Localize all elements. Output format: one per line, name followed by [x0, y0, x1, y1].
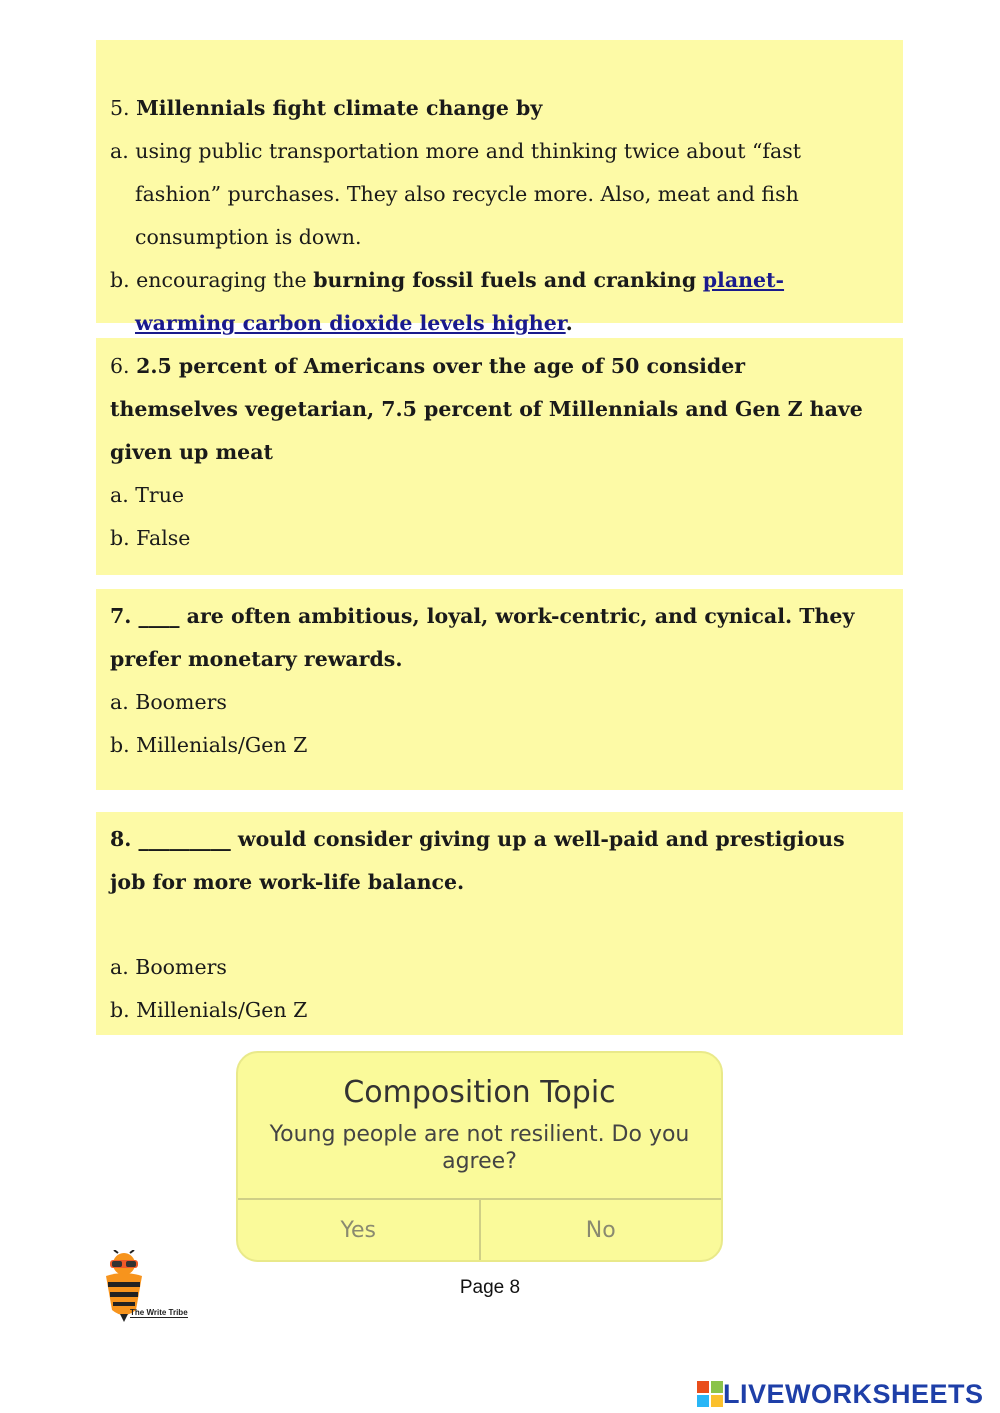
liveworksheets-branding: [697, 1378, 984, 1410]
composition-topic-card: [236, 1051, 723, 1262]
question-7-box: [96, 589, 903, 790]
composition-text: Young people are not resilient. Do you agree?: [269, 1122, 690, 1174]
question-text: Millennials fight climate change by: [136, 96, 543, 120]
option-b-link-continued[interactable]: warming carbon dioxide levels higher: [135, 311, 566, 335]
page-number: Page 8: [459, 1277, 521, 1298]
question-text-2: themselves vegetarian, 7.5 percent of Millennials and Gen Z have: [110, 397, 863, 421]
option-a-line-1: [110, 130, 889, 173]
option-a-line-2: fashion” purchases. They also recycle more. Also, meat and fish: [135, 182, 799, 206]
question-7-line-1: [110, 595, 889, 638]
no-button[interactable]: No: [479, 1200, 722, 1260]
question-text: 7. ____ are often ambitious, loyal, work-centric, and cynical. They: [110, 604, 855, 628]
question-text-2: prefer monetary rewards.: [110, 647, 403, 671]
option-b-line-1: [110, 259, 889, 302]
question-text-3: given up meat: [110, 440, 273, 464]
liveworksheets-text: LIVEWORKSHEETS: [723, 1378, 984, 1409]
question-5-title: [110, 87, 889, 130]
option-b-marker: b.: [110, 268, 130, 292]
option-b-text: encouraging the: [136, 268, 307, 292]
option-a-text: using public transportation more and thinking twice about “fast: [135, 139, 802, 163]
option-a[interactable]: a. Boomers: [110, 690, 227, 714]
option-b-link[interactable]: planet-: [702, 268, 785, 292]
composition-title: Composition Topic: [343, 1075, 616, 1110]
question-text-2: job for more work-life balance.: [110, 870, 465, 894]
liveworksheets-logo-icon: [697, 1381, 723, 1407]
question-6-line-2: [110, 388, 889, 431]
question-number: 6.: [110, 354, 130, 378]
option-b[interactable]: b. False: [110, 526, 191, 550]
logo-text: The Write Tribe: [130, 1308, 188, 1317]
question-6-line-3: [110, 431, 889, 474]
question-6-box: [96, 338, 903, 575]
question-text: 8. _________ would consider giving up a well-paid and prestigious: [110, 827, 845, 851]
spacer: [110, 904, 889, 946]
option-a-marker: a.: [110, 139, 129, 163]
option-b-period: .: [565, 311, 573, 335]
option-b[interactable]: b. Millenials/Gen Z: [110, 998, 308, 1022]
option-b[interactable]: b. Millenials/Gen Z: [110, 733, 308, 757]
composition-buttons: [238, 1198, 721, 1260]
yes-button[interactable]: Yes: [340, 1217, 376, 1243]
question-text: 2.5 percent of Americans over the age of 50 consider: [136, 354, 746, 378]
option-a-line-3: consumption is down.: [135, 225, 362, 249]
question-8-line-1: [110, 818, 889, 861]
question-6-line-1: [110, 345, 889, 388]
option-a[interactable]: a. Boomers: [110, 955, 227, 979]
question-5-box: [96, 40, 903, 335]
option-b-bold-text: burning fossil fuels and cranking: [313, 268, 697, 292]
option-a[interactable]: a. True: [110, 483, 185, 507]
question-number: 5.: [110, 96, 130, 120]
question-8-box: [96, 812, 903, 1035]
question-7-line-2: [110, 638, 889, 681]
question-8-line-2: [110, 861, 889, 904]
